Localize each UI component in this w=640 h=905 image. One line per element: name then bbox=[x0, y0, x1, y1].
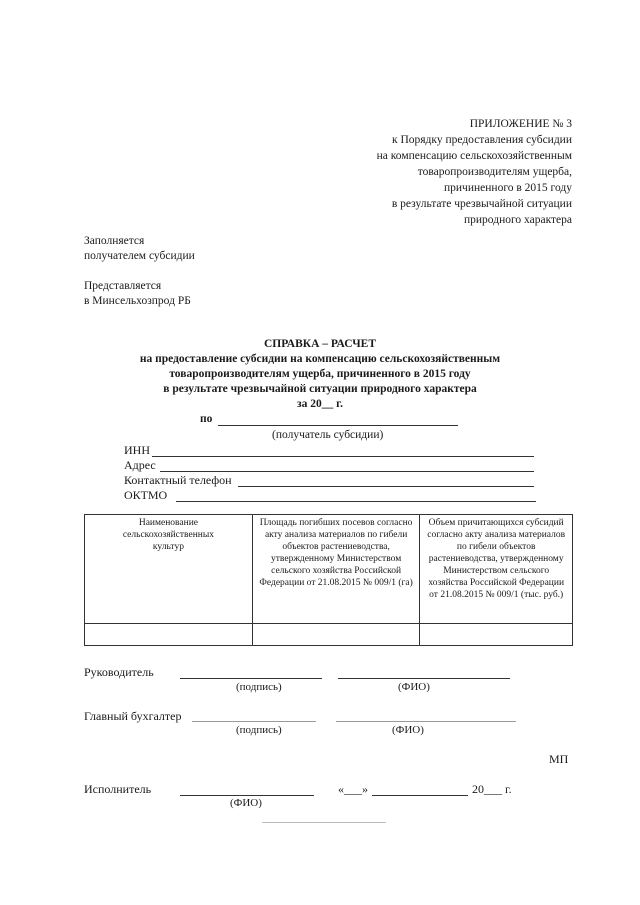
table-cell[interactable] bbox=[252, 624, 420, 646]
appendix-line: причиненного в 2015 году bbox=[444, 182, 572, 194]
table-header-cell: Площадь погибших посевов согласно акту анализа материалов по гибели объектов растениеводства, утвержденному Министерством сельского хозяйства Российской Федерации от 21.08.2015 № 009/1 (га) bbox=[252, 515, 420, 624]
appendix-line: на компенсацию сельскохозяйственным bbox=[376, 150, 572, 162]
date-month-field[interactable] bbox=[372, 795, 468, 796]
inn-label: ИНН bbox=[124, 443, 150, 457]
title-period: за 20__ г. bbox=[297, 398, 343, 410]
appendix-line: товаропроизводителям ущерба, bbox=[417, 166, 572, 178]
head-fio-caption: (ФИО) bbox=[398, 681, 430, 693]
title-line: товаропроизводителям ущерба, причиненного в 2015 году bbox=[169, 368, 471, 380]
address-label: Адрес bbox=[124, 458, 156, 472]
accountant-signature-field[interactable] bbox=[192, 721, 316, 722]
appendix-line: к Порядку предоставления субсидии bbox=[392, 134, 572, 146]
executor-fio-caption: (ФИО) bbox=[230, 797, 262, 809]
head-fio-field[interactable] bbox=[338, 678, 510, 679]
oktmo-field[interactable] bbox=[176, 501, 536, 502]
accountant-label: Главный бухгалтер bbox=[84, 709, 182, 723]
table-header-cell: Объем причитающихся субсидий согласно акту анализа материалов по гибели объектов растениеводства, утвержденному Министерством сельского хозяйства Российской Федерации от 21.08.2015 № 009/1 (тыс. руб.) bbox=[420, 515, 573, 624]
address-field[interactable] bbox=[160, 471, 534, 472]
oktmo-label: ОКТМО bbox=[124, 488, 168, 502]
calculation-table bbox=[84, 514, 573, 646]
recipient-line[interactable] bbox=[218, 425, 458, 426]
footer-divider bbox=[262, 822, 386, 823]
phone-label: Контактный телефон bbox=[124, 473, 232, 487]
title-line: на предоставление субсидии на компенсацию сельскохозяйственным bbox=[139, 353, 501, 365]
table-row bbox=[85, 624, 573, 646]
table-cell[interactable] bbox=[420, 624, 573, 646]
document-title: СПРАВКА – РАСЧЕТ bbox=[263, 338, 376, 350]
appendix-line: ПРИЛОЖЕНИЕ № 3 bbox=[469, 118, 572, 130]
accountant-fio-caption: (ФИО) bbox=[392, 724, 424, 736]
accountant-fio-field[interactable] bbox=[336, 721, 516, 722]
executor-fio-field[interactable] bbox=[180, 795, 314, 796]
table-header-cell: Наименование сельскохозяйственных культур bbox=[85, 515, 253, 624]
head-label: Руководитель bbox=[84, 665, 154, 679]
executor-label: Исполнитель bbox=[84, 782, 152, 796]
submitted-to-line-2: в Минсельхозпрод РБ bbox=[84, 295, 191, 307]
appendix-line: природного характера bbox=[463, 214, 572, 226]
stamp-label: МП bbox=[549, 752, 569, 766]
accountant-signature-caption: (подпись) bbox=[236, 724, 282, 736]
table-cell[interactable] bbox=[85, 624, 253, 646]
phone-field[interactable] bbox=[238, 486, 534, 487]
date-day[interactable]: «___» bbox=[338, 782, 368, 796]
appendix-line: в результате чрезвычайной ситуации bbox=[391, 198, 572, 210]
po-label: по bbox=[200, 413, 213, 425]
submitted-to-line-1: Представляется bbox=[84, 280, 162, 292]
inn-field[interactable] bbox=[152, 456, 534, 457]
title-line: в результате чрезвычайной ситуации природного характера bbox=[163, 383, 477, 395]
appendix-block bbox=[377, 116, 572, 228]
date-year[interactable]: 20___ г. bbox=[472, 782, 512, 796]
recipient-caption: (получатель субсидии) bbox=[272, 429, 384, 441]
filled-by-line-2: получателем субсидии bbox=[84, 250, 195, 262]
head-signature-caption: (подпись) bbox=[236, 681, 282, 693]
filled-by-line-1: Заполняется bbox=[84, 235, 145, 247]
table-header-row bbox=[85, 515, 573, 624]
head-signature-field[interactable] bbox=[180, 678, 322, 679]
